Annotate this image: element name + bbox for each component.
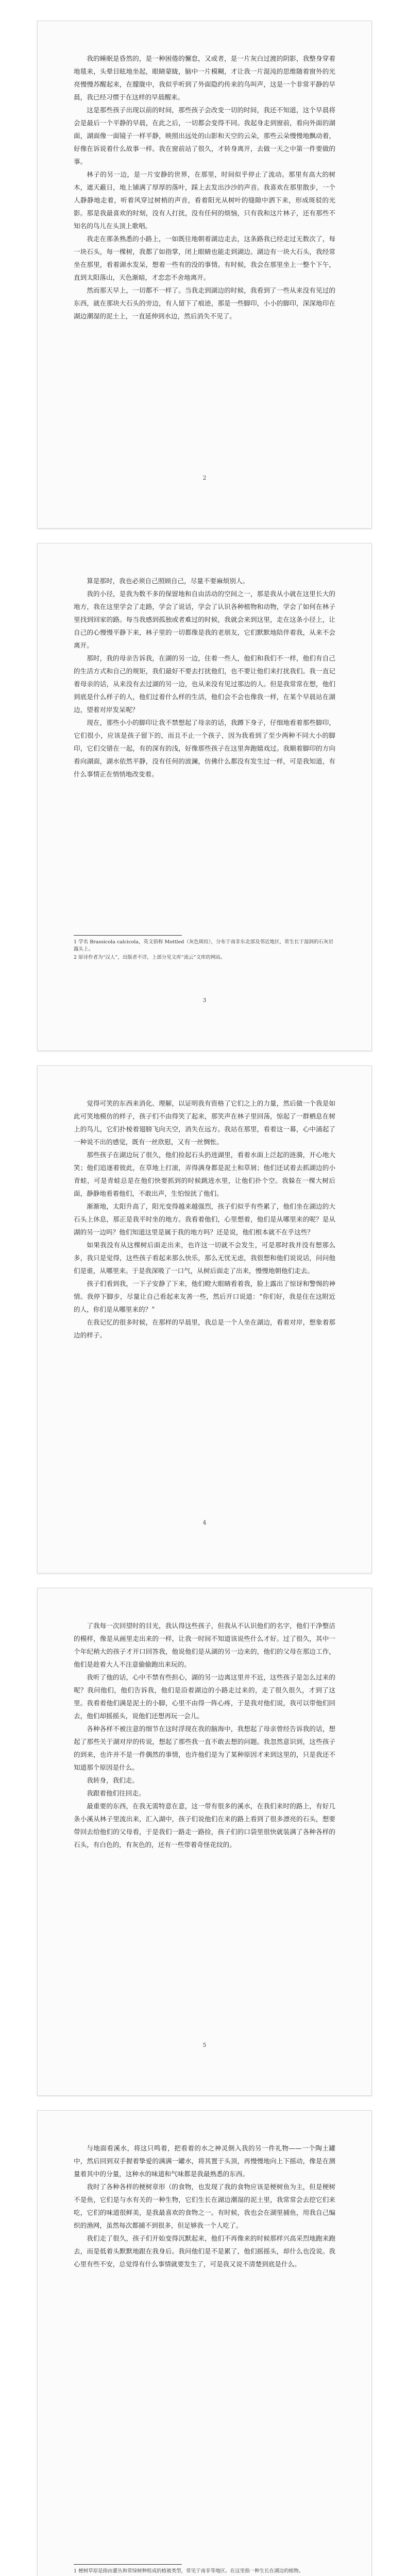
paragraph: 觉得可笑的东西来消化、理解，以证明我有资格了它们之上的力量，然后做一个我是如此可笑地模仿的样子，孩子们不由得笑了起来，那笑声在林子里回荡，惊起了一群栖息在树上的鸟儿，它们扑棱着翅膀飞向天空，消失在远方。我站在那里，看着这一幕，心中涌起了一种说不出的感觉，既有一丝欣慰，又有一丝惆怅。 xyxy=(74,1099,335,1146)
paragraph: 了我每一次回望时的目光，我认得这些孩子，但我从不认识他们的名字，他们干净整洁的模样，像是从画里走出来的一样，让我一时间不知道该说些什么才好。过了很久，其中一个年纪稍大的孩子才开口回答我，他说他们是从湖的另一边来的，他们的父母在那边工作，他们是趁着大人不注意偷偷跑出来玩的。 xyxy=(74,1622,335,1668)
paragraph: 那时，我的母亲告诉我，在湖的另一边，住着一些人，他们和我们不一样，他们有自己的生活方式和自己的规矩，我们最好不要去打扰他们，也不要让他们来打扰我们。我一直记着母亲的话，从来没有去过湖的另一边，也从来没有见过那边的人。但是我常常在想，他们到底是什么样子的人，他们过着什么样的生活，他们会不会也像我一样，在某个早晨站在湖边，望着对岸发呆呢？ xyxy=(74,654,335,714)
page-body xyxy=(74,1619,335,1851)
paragraph: 我走在那条熟悉的小路上，一如既往地朝着湖边走去，这条路我已经走过无数次了，每一块石头，每一棵树，我都了如指掌，闭上眼睛也能走到湖边。湖边有一块大石头，我经常坐在那里，看着湖水发呆，想着一些有的没的事情。有时候，我会在那里坐上一整个下午，直到太阳落山，天色渐暗，才恋恋不舍地离开。 xyxy=(74,235,335,281)
document-page xyxy=(37,2110,372,2576)
page-number: 5 xyxy=(202,2042,207,2048)
page-body xyxy=(74,1097,335,1342)
document-page xyxy=(37,1588,372,2096)
paragraph: 孩子们看到我，一下子安静了下来，他们瞪大眼睛看着我，脸上露出了惊讶和警惕的神情。我停下脚步，尽量让自己看起来友善一些，然后开口说道：“你们好，我是住在这附近的人，你们是从哪里来的？” xyxy=(74,1280,335,1313)
paragraph: 我们走了很久，孩子们开始变得沉默起来，他们不再像来的时候那样兴高采烈地跑来跑去，而是低着头默默地跟在我身后。我问他们是不是累了，他们摇摇头，却什么也没说。我心里有些不安，总觉得有什么事情就要发生了，可是我又说不清楚到底是什么。 xyxy=(74,2234,335,2268)
paragraph: 在我记忆的很多时候，在那样的早晨里，我总是一个人坐在湖边，看着对岸，想象着那边的样子。 xyxy=(74,1318,335,1339)
paragraph: 最重要的东西，在我无需特意在意，这一带有很多的溪水，在我们来时的路上，有好几条小溪从林子里流出来，汇入湖中，孩子们说他们在来的路上看到了很多漂亮的石头，想要带回去给他们的父母看，于是我们一路走一路捡，孩子们的口袋里很快就装满了各种各样的石头，有白色的，有灰色的，还有一些带着奇怪花纹的。 xyxy=(74,1802,335,1849)
paragraph: 算是那时，我也必须自己照顾自己，尽量不要麻烦别人。 xyxy=(87,577,249,585)
paragraph: 我跟着他们往回走。 xyxy=(87,1789,145,1797)
page-body xyxy=(74,2142,335,2270)
document-page xyxy=(37,543,372,1051)
footnote-rule xyxy=(74,2564,182,2565)
paragraph: 我转身，我们走。 xyxy=(87,1776,139,1784)
paragraph: 那些孩子在湖边玩了很久，他们捡起石头扔进湖里，看着水面上泛起的涟漪，开心地大笑；他们追逐着彼此，在草地上打滚，弄得满身都是泥土和草屑；他们还试着去抓湖边的小青蛙，可是青蛙总是在他们快要抓到的时候跳进水里，让他们扑个空。我躲在一棵大树后面，静静地看着他们，不敢出声，生怕惊扰了他们。 xyxy=(74,1151,335,1197)
page-body xyxy=(74,52,335,323)
paragraph: 我时了各种各样的梗树章形（的食物，也发现了我的食物应该是梗树鱼为主，但是梗树不是鱼，它们是与水有关的一种生物，它们生长在湖边潮湿的泥土里，我常常会去挖它们来吃，它们的味道很鲜美，是我最喜欢的食物之一。有时候，我也会在湖里捕鱼，用我自己编织的渔网，虽然每次都捕不到很多，但足够我一个人吃了。 xyxy=(74,2183,335,2229)
paragraph: 与地面看溪水，将这只鸣着，把看着的水之神灵倒入我的另一件礼物——一个陶土罐中，然后回到双手握着挚爱的满满一罐水，将其置于头顶，再慢慢地向上下摇动，像是在测量着其中的分量，这种水的味道和气味都是我最熟悉的东西。 xyxy=(74,2144,335,2178)
footnote: 1 学名 Brassicola calcicola，英文俗称 Mottled（灰色斑纹），分布于南非东北部及邻近地区，常生长于湿润的石灰岩露头上。 xyxy=(74,939,334,952)
page-number: 2 xyxy=(202,474,207,481)
paragraph: 如果我没有从这棵树后面走出来，也许这一切就不会发生，可是那时我并没有想那么多，我只是觉得，这些孩子看起来那么快乐，那么无忧无虑，我很想和他们说说话，问问他们是谁，从哪里来。于是我深吸了一口气，从树后面走了出来，慢慢地朝他们走去。 xyxy=(74,1241,335,1275)
footnotes xyxy=(74,935,335,962)
paragraph: 我的睡眠是昏然的，是一种困倦的懈怠，又或者，是一片灰白过渡的阴影，我整身穿着地毯来，头晕目眩地坐起，眼睛蒙眬，脑中一片模糊，才让我一片混沌的思维随着窗外的光亮慢慢苏醒起来，在朦胧中，我似乎听到了外面隐约传来的鸟叫声，这是一个非常平静的早晨，我已经习惯于在这样的早晨醒来。 xyxy=(74,55,335,101)
footnotes xyxy=(74,2564,335,2576)
footnote: 1 梗树草原是指由灌丛和常绿树种组成的植被类型，常见于南非等地区。在这里指一种生长在湖边的植物。 xyxy=(74,2568,304,2574)
paragraph: 我听了他的话，心中不禁有些担心，湖的另一边离这里并不近，这些孩子是怎么过来的呢？我问他们，他们告诉我，他们是沿着湖边的小路走过来的，走了很久很久，才到了这里。我看着他们满是泥土的小脚，心里不由得一阵心疼，于是我对他们说，我可以带他们回去，他们却摇摇头，说他们还想再玩一会儿。 xyxy=(74,1673,335,1720)
paragraph: 各种各样不被注意的细节在这时浮现在我的脑海中，我想起了母亲曾经告诉我的话，想起了那些关于湖对岸的传说，想起了那些我一直不敢去想的问题。我忽然意识到，这些孩子的到来，也许并不是一件偶然的事情，也许他们是为了某种原因才来到这里的，只是我还不知道那个原因是什么。 xyxy=(74,1725,335,1771)
footnote-rule xyxy=(74,935,182,936)
page-body xyxy=(74,574,335,781)
paragraph: 我的小径，是我为数不多的保留地和自由活动的空间之一，那是我从小就在这里长大的地方，我在这里学会了走路，学会了说话，学会了认识各种植物和动物，学会了如何在林子里找到回家的路。每当我感到孤独或者难过的时候，我就会来到这里，走在这条小径上，让自己的心慢慢平静下来，林子里的一切都像是我的老朋友，它们默默地陪伴着我，从来不会离开。 xyxy=(74,590,335,649)
paragraph: 现在，那些小小的脚印让我不禁想起了母亲的话，我蹲下身子，仔细地看着那些脚印，它们很小，应该是孩子留下的，而且不止一个孩子，因为我看到了至少两种不同大小的脚印，它们交错在一起，有的深有的浅，好像那些孩子在这里奔跑嬉戏过。我顺着脚印的方向看向湖面，湖水依然平静，没有任何的波澜，仿佛什么都没有发生过一样，可是我知道，有什么事情正在悄悄地改变着。 xyxy=(74,719,335,778)
paragraph: 然而那天早上，一切都不一样了。当我走到湖边的时候，我看到了一些从来没有见过的东西，就在那块大石头的旁边，有人留下了痕迹，那是一些脚印，小小的脚印，深深地印在湖边潮湿的泥土上，一直延伸到水边，然后消失不见了。 xyxy=(74,286,335,320)
paragraph: 渐渐地，太阳升高了，阳光变得越来越强烈，孩子们似乎有些累了，他们坐在湖边的大石头上休息，那正是我平时坐的地方。我看着他们，心里想着，他们是从哪里来的呢？是从湖的另一边吗？他们知道这里是属于我的地方吗？还是说，他们根本就不在乎这些？ xyxy=(74,1202,335,1236)
document-page xyxy=(37,1065,372,1573)
page-number: 4 xyxy=(202,1519,207,1526)
paragraph: 这是那些孩子出现以前的时间，那些孩子会改变一切的时间，我还不知道，这个早晨将会是最后一个平静的早晨，在此之后，一切都会变得不同。我起身走到窗前，看向外面的湖面，湖面像一面镜子一样平静，映照出远处的山影和天空的云朵，那些云朵慢慢地飘动着，好像在诉说着什么故事一样。我在窗前站了很久，才转身离开，去做一天之中第一件要做的事。 xyxy=(74,106,335,165)
document-page xyxy=(37,21,372,529)
page-number: 3 xyxy=(202,997,207,1004)
paragraph: 林子的另一边，是一片安静的世界，在那里，时间似乎停止了流动。那里有高大的树木，遮天蔽日，地上铺满了厚厚的落叶，踩上去发出沙沙的声音。我喜欢在那里散步，一个人静静地走着，听着风穿过树梢的声音，看着阳光从树叶的缝隙中洒下来，形成斑驳的光影。那是我最喜欢的时刻，没有人打扰，没有任何的烦恼，只有我和这片林子，还有那些不知名的鸟儿在头顶上歌唱。 xyxy=(74,171,335,230)
footnote: 2 原诗作者为“汉人”，出版者不详，上部分见文库“流云”文库的网站。 xyxy=(74,955,226,960)
